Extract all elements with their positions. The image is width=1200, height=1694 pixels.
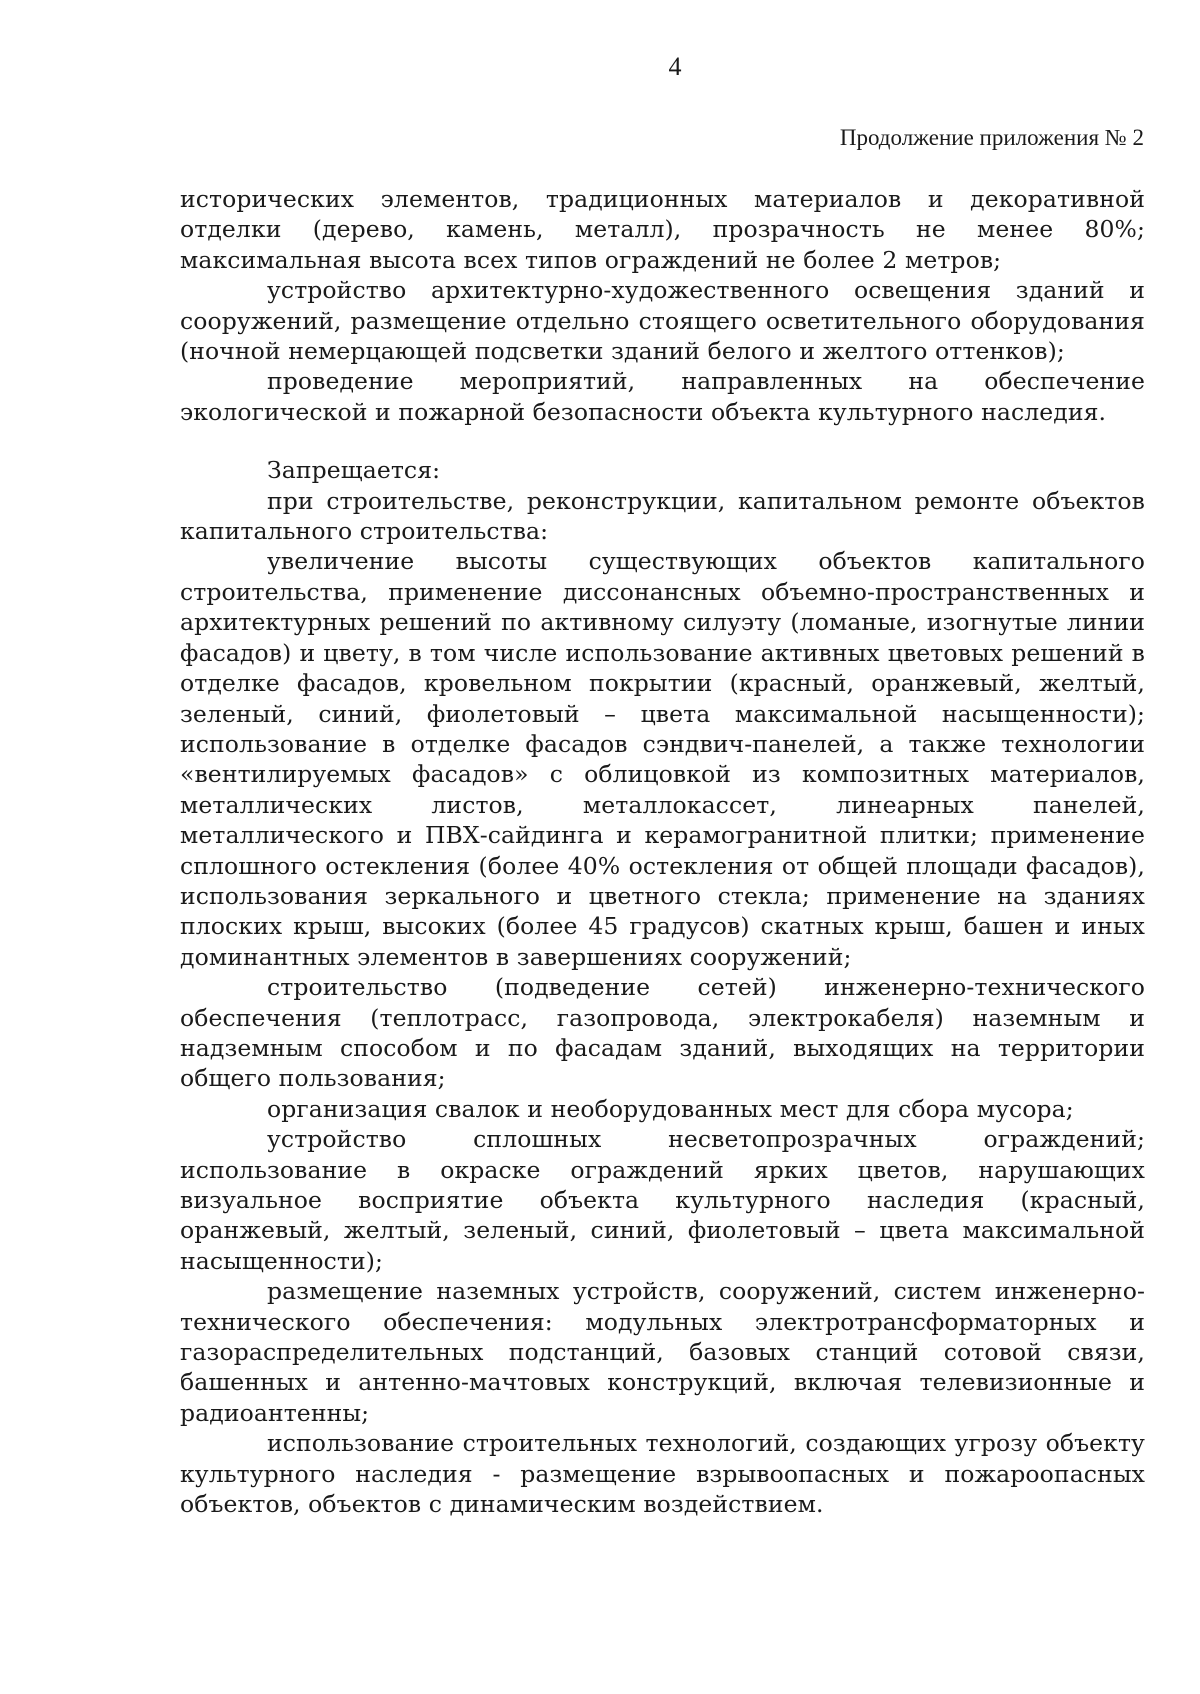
paragraph-fences: устройство сплошных несветопрозрачных ограждений; использование в окраске ограждений ярких цветов, нарушающих визуальное восприятие объекта культурного наследия (красный, оранжевый, желтый, зеленый, синий, фиолетовый – цвета максимальной насыщенности); [180,1125,1145,1275]
paragraph-prohibited-heading: Запрещается: [267,456,441,485]
paragraph-historic-elements: исторических элементов, традиционных материалов и декоративной отделки (дерево, камень, металл), прозрачность не менее 80%; максимальная высота всех типов ограждений не более 2 метров; [180,185,1145,274]
paragraph-building-technologies: использование строительных технологий, создающих угрозу объекту культурного наследия - размещение взрывоопасных и пожароопасных объектов, объектов с динамическим воздействием. [180,1429,1145,1519]
paragraph-utility-networks: строительство (подведение сетей) инженерно-технического обеспечения (теплотрасс, газопровода, электрокабеля) наземным и надземным способом и по фасадам зданий, выходящих на территории общего пользования; [180,973,1145,1093]
paragraph-dumps: организация свалок и необорудованных мест для сбора мусора; [267,1094,1074,1123]
paragraph-safety-measures: проведение мероприятий, направленных на обеспечение экологической и пожарной безопасности объекта культурного наследия. [180,367,1145,426]
page-number: 4 [668,52,682,81]
document-body [180,184,1145,1519]
paragraph-construction-intro: при строительстве, реконструкции, капитальном ремонте объектов капитального строительства: [180,486,1145,546]
annex-continuation-label: Продолжение приложения № 2 [839,125,1144,150]
paragraph-lighting: устройство архитектурно-художественного освещения зданий и сооружений, размещение отдельно стоящего осветительного оборудования (ночной немерцающей подсветки зданий белого и желтого оттенков); [180,276,1145,366]
paragraph-ground-devices: размещение наземных устройств, сооружений, систем инженерно-технического обеспечения: модульных электротрансформаторных и газораспределительных подстанций, базовых станций сотовой связи, башенных и антенно-мачтовых конструкций, включая телевизионные и радиоантенны; [180,1277,1145,1427]
paragraph-height-increase: увеличение высоты существующих объектов капитального строительства, применение диссонансных объемно-пространственных и архитектурных решений по активному силуэту (ломаные, изогнутые линии фасадов) и цвету, в том числе использование активных цветовых решений в отделке фасадов, кровельном покрытии (красный, оранжевый, желтый, зеленый, синий, фиолетовый – цвета максимальной насыщенности); использование в отделке фасадов сэндвич-панелей, а также технологии «вентилируемых фасадов» с облицовкой из композитных материалов, металлических листов, металлокассет, линеарных панелей, металлического и ПВХ-сайдинга и керамогранитной плитки; применение сплошного остекления (более 40% остекления от общей площади фасадов), использования зеркального и цветного стекла; применение на зданиях плоских крыш, высоких (более 45 градусов) скатных крыш, башен и иных доминантных элементов в завершениях сооружений; [180,547,1145,971]
